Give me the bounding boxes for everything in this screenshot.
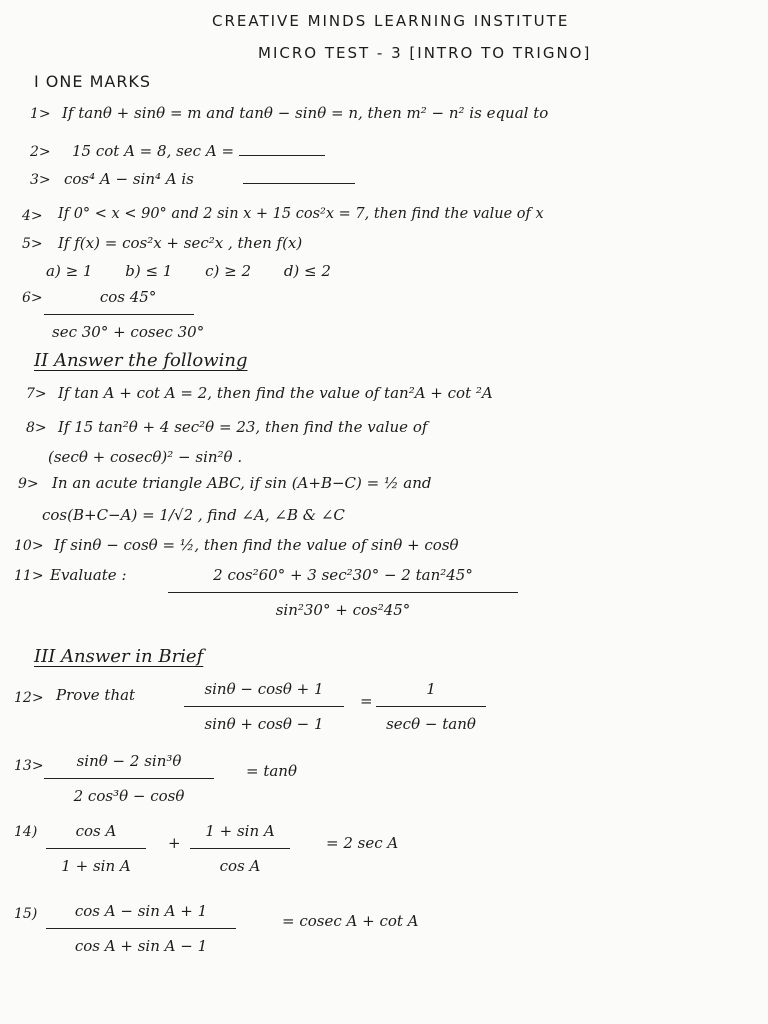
question-number: 13>: [14, 758, 44, 774]
section-three-label: III Answer in Brief: [34, 646, 204, 667]
fraction-denominator: sec 30° + cosec 30°: [52, 323, 205, 341]
question-12-lhs-fraction: [184, 680, 344, 733]
question-13-lhs-fraction: [44, 752, 214, 805]
question-11-label: Evaluate :: [50, 566, 127, 584]
question-14-rhs: = 2 sec A: [326, 834, 399, 852]
fraction-numerator: 1: [426, 680, 436, 698]
question-number: 10>: [14, 538, 44, 554]
fraction-denominator: cos A: [219, 857, 261, 875]
question-number: 9>: [18, 476, 39, 492]
fraction-bar: [44, 778, 214, 779]
equals-sign: =: [360, 692, 373, 710]
question-2-text: [72, 142, 325, 160]
question-10-text: If sinθ − cosθ = ½, then find the value of sinθ + cosθ: [54, 536, 459, 554]
question-8-line-2: (secθ + cosecθ)² − sin²θ .: [48, 448, 243, 466]
option-a: a) ≥ 1: [46, 262, 93, 280]
test-title: MICRO TEST - 3 [INTRO TO TRIGNO]: [258, 44, 592, 62]
question-8-line-1: If 15 tan²θ + 4 sec²θ = 23, then find the value of: [58, 418, 428, 436]
section-one-marks-heading: I ONE MARKS: [34, 72, 152, 91]
question-number: 11>: [14, 568, 44, 584]
question-12-rhs-fraction: [376, 680, 486, 733]
question-number: 5>: [22, 236, 43, 252]
answer-blank: [243, 183, 355, 184]
question-5-text: If f(x) = cos²x + sec²x , then f(x): [58, 234, 303, 252]
question-3-label: cos⁴ A − sin⁴ A is: [64, 170, 194, 188]
question-number: 6>: [22, 290, 43, 306]
fraction-denominator: cos A + sin A − 1: [74, 937, 208, 955]
question-3-text: [64, 170, 355, 188]
fraction-denominator: 1 + sin A: [61, 857, 131, 875]
section-two-label: II Answer the following: [34, 350, 248, 371]
question-12-label: Prove that: [56, 686, 136, 704]
fraction-bar: [190, 848, 290, 849]
question-7-text: If tan A + cot A = 2, then find the value of tan²A + cot ²A: [58, 384, 493, 402]
fraction-denominator: secθ − tanθ: [386, 715, 476, 733]
fraction-numerator: sinθ − 2 sin³θ: [76, 752, 182, 770]
option-d: d) ≤ 2: [283, 262, 331, 280]
question-number: 4>: [22, 208, 43, 224]
question-9-line-2: cos(B+C−A) = 1/√2 , find ∠A, ∠B & ∠C: [42, 506, 345, 524]
question-15-fraction: [46, 902, 236, 955]
question-number: 7>: [26, 386, 47, 402]
fraction-numerator: cos 45°: [99, 288, 157, 306]
question-4-text: If 0° < x < 90° and 2 sin x + 15 cos²x = 7, then find the value of x: [58, 206, 544, 222]
question-13-rhs: = tanθ: [246, 762, 297, 780]
question-1-text: If tanθ + sinθ = m and tanθ − sinθ = n, then m² − n² is equal to: [62, 104, 549, 122]
question-6-fraction: [44, 288, 212, 341]
option-c: c) ≥ 2: [205, 262, 252, 280]
question-number: 3>: [30, 172, 51, 188]
fraction-bar: [46, 848, 146, 849]
fraction-denominator: sinθ + cosθ − 1: [204, 715, 324, 733]
fraction-numerator: cos A: [75, 822, 117, 840]
fraction-bar: [376, 706, 486, 707]
question-11-fraction: [168, 566, 518, 619]
fraction-numerator: 1 + sin A: [205, 822, 275, 840]
question-15-rhs: = cosec A + cot A: [282, 912, 419, 930]
fraction-numerator: sinθ − cosθ + 1: [204, 680, 324, 698]
question-2-label: 15 cot A = 8, sec A =: [72, 142, 235, 160]
fraction-numerator: cos A − sin A + 1: [74, 902, 208, 920]
question-number: 2>: [30, 144, 51, 160]
fraction-bar: [168, 592, 518, 593]
fraction-bar: [44, 314, 194, 315]
question-number: 8>: [26, 420, 47, 436]
option-b: b) ≤ 1: [125, 262, 173, 280]
question-14-fraction-b: [190, 822, 290, 875]
section-three-heading: [34, 646, 203, 667]
fraction-denominator: 2 cos³θ − cosθ: [73, 787, 185, 805]
fraction-bar: [184, 706, 344, 707]
answer-blank: [239, 155, 325, 156]
institute-title: CREATIVE MINDS LEARNING INSTITUTE: [212, 12, 570, 30]
fraction-denominator: sin²30° + cos²45°: [275, 601, 411, 619]
question-14-fraction-a: [46, 822, 146, 875]
plus-sign: +: [168, 834, 181, 852]
question-9-line-1: In an acute triangle ABC, if sin (A+B−C) = ½ and: [52, 474, 432, 492]
question-number: 12>: [14, 690, 44, 706]
question-number: 1>: [30, 106, 51, 122]
fraction-numerator: 2 cos²60° + 3 sec²30° − 2 tan²45°: [213, 566, 473, 584]
question-5-options: [46, 262, 359, 280]
question-number: 14): [14, 824, 38, 840]
section-two-heading: [34, 350, 248, 371]
fraction-bar: [46, 928, 236, 929]
question-number: 15): [14, 906, 38, 922]
